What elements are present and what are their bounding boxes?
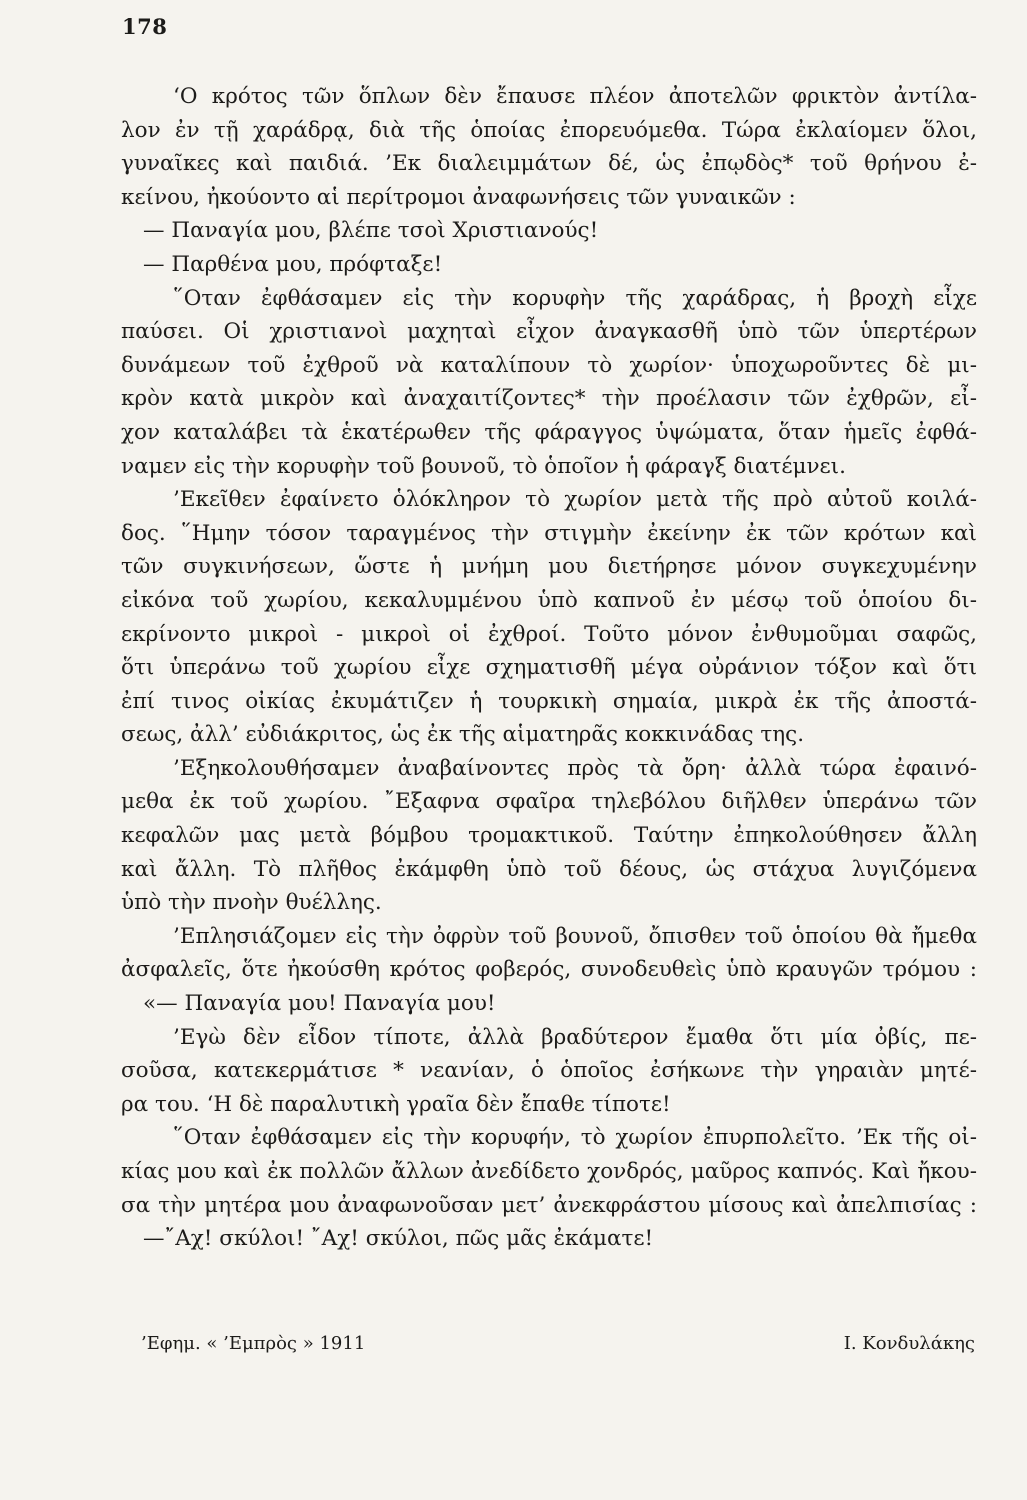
text-line: κίας μου καὶ ἐκ πολλῶν ἄλλων ἀνεδίδετο χονδρός, μαῦρος καπνός. Καὶ ἤκου-	[121, 1159, 977, 1184]
text-line: ἀσφαλεῖς, ὅτε ἠκούσθη κρότος φοβερός, συνοδευθεὶς ὑπὸ κραυγῶν τρόμου :	[121, 957, 977, 983]
text-line: σοῦσα, κατεκερμάτισε * νεανίαν, ὁ ὁποῖος ἐσήκωνε τὴν γηραιὰν μητέ-	[121, 1058, 977, 1084]
text-line: εκρίνοντο μικροὶ - μικροὶ οἱ ἐχθροί. Τοῦτο μόνον ἐνθυμοῦμαι σαφῶς,	[121, 621, 977, 647]
text-line: σεως, ἀλλ’ εὐδιάκριτος, ὡς ἐκ τῆς αἱματηρᾶς κοκκινάδας της.	[121, 722, 805, 748]
text-line: — Παρθένα μου, πρόφταξε!	[143, 251, 443, 277]
text-line: ῞Οταν ἐφθάσαμεν εἰς τὴν κορυφήν, τὸ χωρίον ἐπυρπολεῖτο. ’Εκ τῆς οἰ-	[173, 1125, 977, 1151]
text-line: σα τὴν μητέρα μου ἀναφωνοῦσαν μετ’ ἀνεκφράστου μίσους καὶ ἀπελπισίας :	[121, 1192, 977, 1218]
body-text	[121, 80, 977, 1256]
text-line: δυνάμεων τοῦ ἐχθροῦ νὰ καταλίπουν τὸ χωρίον· ὑποχωροῦντες δὲ μι-	[121, 352, 977, 378]
text-line: ὅτι ὑπεράνω τοῦ χωρίου εἶχε σχηματισθῆ μέγα οὐράνιον τόξον καὶ ὅτι	[121, 655, 977, 681]
text-line: εἰκόνα τοῦ χωρίου, κεκαλυμμένου ὑπὸ καπνοῦ ἐν μέσῳ τοῦ ὁποίου δι-	[121, 587, 977, 613]
text-line: κείνου, ἠκούοντο αἱ περίτρομοι ἀναφωνήσεις τῶν γυναικῶν :	[121, 184, 796, 210]
text-line: ’Εκεῖθεν ἐφαίνετο ὁλόκληρον τὸ χωρίον μετὰ τῆς πρὸ αὐτοῦ κοιλά-	[173, 487, 977, 513]
footer-source: ’Εφημ. « ’Εμπρὸς » 1911	[141, 1333, 366, 1354]
text-line: κεφαλῶν μας μετὰ βόμβου τρομακτικοῦ. Ταύτην ἐπηκολούθησεν ἄλλη	[121, 823, 977, 849]
text-line: ’Εξηκολουθήσαμεν ἀναβαίνοντες πρὸς τὰ ὄρη· ἀλλὰ τώρα ἐφαινό-	[173, 755, 977, 781]
text-line: καὶ ἄλλη. Τὸ πλῆθος ἐκάμφθη ὑπὸ τοῦ δέους, ὡς στάχυα λυγιζόμενα	[121, 856, 977, 882]
page-number: 178	[122, 14, 168, 39]
text-line: ρα του. ‘Η δὲ παραλυτικὴ γραῖα δὲν ἔπαθε τίποτε!	[121, 1091, 671, 1117]
footer	[121, 1327, 977, 1361]
text-line: μεθα ἐκ τοῦ χωρίου. ῎Εξαφνα σφαῖρα τηλεβόλου διῆλθεν ὑπεράνω τῶν	[121, 789, 977, 815]
text-line: παύσει. Οἱ χριστιανοὶ μαχηταὶ εἶχον ἀναγκασθῆ ὑπὸ τῶν ὑπερτέρων	[121, 319, 977, 345]
text-line: γυναῖκες καὶ παιδιά. ’Εκ διαλειμμάτων δέ, ὡς ἐπῳδὸς* τοῦ θρήνου ἐ-	[121, 151, 977, 177]
text-line: τῶν συγκινήσεων, ὥστε ἡ μνήμη μου διετήρησε μόνον συγκεχυμένην	[121, 554, 977, 580]
text-line: ναμεν εἰς τὴν κορυφὴν τοῦ βουνοῦ, τὸ ὁποῖον ἡ φάραγξ διατέμνει.	[121, 453, 846, 479]
text-line: ’Εγὼ δὲν εἶδον τίποτε, ἀλλὰ βραδύτερον ἔμαθα ὅτι μία ὀβίς, πε-	[173, 1024, 977, 1050]
text-line: ἐπί τινος οἰκίας ἐκυμάτιζεν ἡ τουρκικὴ σημαία, μικρὰ ἐκ τῆς ἀποστά-	[121, 688, 977, 714]
text-line: —῎Αχ! σκύλοι! ῎Αχ! σκύλοι, πῶς μᾶς ἐκάματε!	[143, 1226, 654, 1252]
footer-author: Ι. Κονδυλάκης	[843, 1333, 975, 1354]
text-line: ‘Ο κρότος τῶν ὅπλων δὲν ἔπαυσε πλέον ἀποτελῶν φρικτὸν ἀντίλα-	[173, 84, 977, 109]
text-line: — Παναγία μου, βλέπε τσοὶ Χριστιανούς!	[143, 218, 599, 244]
text-line: χον καταλάβει τὰ ἑκατέρωθεν τῆς φάραγγος ὑψώματα, ὅταν ἡμεῖς ἐφθά-	[121, 419, 977, 445]
text-line: ὑπὸ τὴν πνοὴν θυέλλης.	[121, 890, 382, 916]
text-line: ῞Οταν ἐφθάσαμεν εἰς τὴν κορυφὴν τῆς χαράδρας, ἡ βροχὴ εἶχε	[173, 285, 977, 311]
text-line: κρὸν κατὰ μικρὸν καὶ ἀναχαιτίζοντες* τὴν προέλασιν τῶν ἐχθρῶν, εἶ-	[121, 386, 977, 412]
text-line: «— Παναγία μου! Παναγία μου!	[143, 991, 496, 1017]
text-line: δος. ῞Ημην τόσον ταραγμένος τὴν στιγμὴν ἐκείνην ἐκ τῶν κρότων καὶ	[121, 520, 977, 546]
text-line: λον ἐν τῇ χαράδρᾳ, διὰ τῆς ὁποίας ἐπορευόμεθα. Τώρα ἐκλαίομεν ὅλοι,	[121, 117, 977, 143]
text-line: ’Επλησιάζομεν εἰς τὴν ὀφρὺν τοῦ βουνοῦ, ὄπισθεν τοῦ ὁποίου θὰ ἤμεθα	[173, 923, 977, 949]
